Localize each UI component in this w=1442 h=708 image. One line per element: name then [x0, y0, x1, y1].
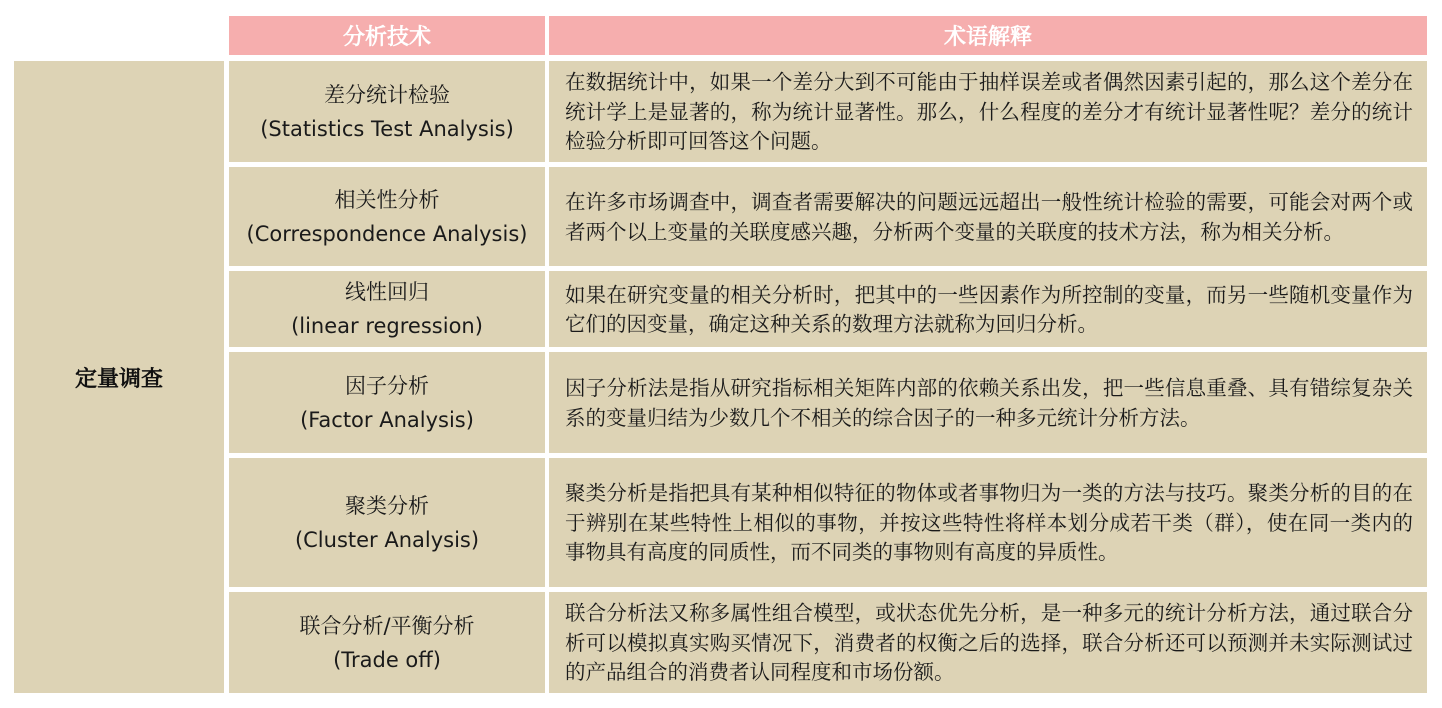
explanation-text: 因子分析法是指从研究指标相关矩阵内部的依赖关系出发，把一些信息重叠、具有错综复杂关系的变量归结为少数几个不相关的综合因子的一种多元统计分析方法。 [565, 376, 1413, 430]
explanation-text: 在许多市场调查中，调查者需要解决的问题远远超出一般性统计检验的需要，可能会对两个或者两个以上变量的关联度感兴趣，分析两个变量的关联度的技术方法，称为相关分析。 [565, 190, 1413, 244]
technique-name-cn: 线性回归 [345, 280, 429, 304]
technique-name-cn: 因子分析 [345, 373, 429, 398]
header-technique-label: 分析技术 [342, 25, 431, 50]
header-explanation-label: 术语解释 [943, 25, 1032, 50]
technique-cell-1 [229, 61, 545, 162]
technique-name-en: (Factor Analysis) [300, 407, 474, 432]
technique-name-cn: 聚类分析 [345, 493, 429, 518]
technique-cell-2 [229, 167, 545, 266]
explanation-text: 联合分析法又称多属性组合模型，或状态优先分析，是一种多元的统计分析方法，通过联合分析可以模拟真实购买情况下，消费者的权衡之后的选择，联合分析还可以预测并未实际测试过的产品组合的消费者认同程度和市场份额。 [565, 601, 1413, 685]
explanation-cell-3 [549, 271, 1427, 347]
technique-cell-5 [229, 458, 545, 587]
header-explanation [549, 16, 1427, 55]
explanation-cell-5 [549, 458, 1427, 587]
header-technique [229, 16, 545, 55]
technique-cell-4 [229, 352, 545, 453]
explanation-text: 在数据统计中，如果一个差分大到不可能由于抽样误差或者偶然因素引起的，那么这个差分在统计学上是显著的，称为统计显著性。那么，什么程度的差分才有统计显著性呢？差分的统计检验分析即可回答这个问题。 [565, 70, 1413, 154]
technique-name-cn: 相关性分析 [334, 187, 440, 212]
explanation-cell-2 [549, 167, 1427, 266]
category-cell [14, 61, 224, 693]
category-label: 定量调查 [74, 366, 163, 392]
technique-name-cn: 差分统计检验 [324, 82, 450, 107]
technique-name-en: (linear regression) [291, 314, 483, 338]
technique-cell-3 [229, 271, 545, 347]
explanation-text: 聚类分析是指把具有某种相似特征的物体或者事物归为一类的方法与技巧。聚类分析的目的在于辨别在某些特性上相似的事物，并按这些特性将样本划分成若干类（群），使在同一类内的事物具有高度的同质性，而不同类的事物则有高度的异质性。 [565, 481, 1413, 565]
explanation-text: 如果在研究变量的相关分析时，把其中的一些因素作为所控制的变量，而另一些随机变量作为它们的因变量，确定这种关系的数理方法就称为回归分析。 [565, 282, 1413, 336]
technique-cell-6 [229, 592, 545, 693]
explanation-cell-6 [549, 592, 1427, 693]
technique-name-cn: 联合分析/平衡分析 [299, 613, 475, 638]
technique-name-en: (Statistics Test Analysis) [260, 116, 514, 141]
explanation-cell-1 [549, 61, 1427, 162]
technique-name-en: (Trade off) [333, 647, 441, 672]
technique-name-en: (Correspondence Analysis) [246, 221, 528, 246]
explanation-cell-4 [549, 352, 1427, 453]
technique-name-en: (Cluster Analysis) [294, 527, 480, 552]
